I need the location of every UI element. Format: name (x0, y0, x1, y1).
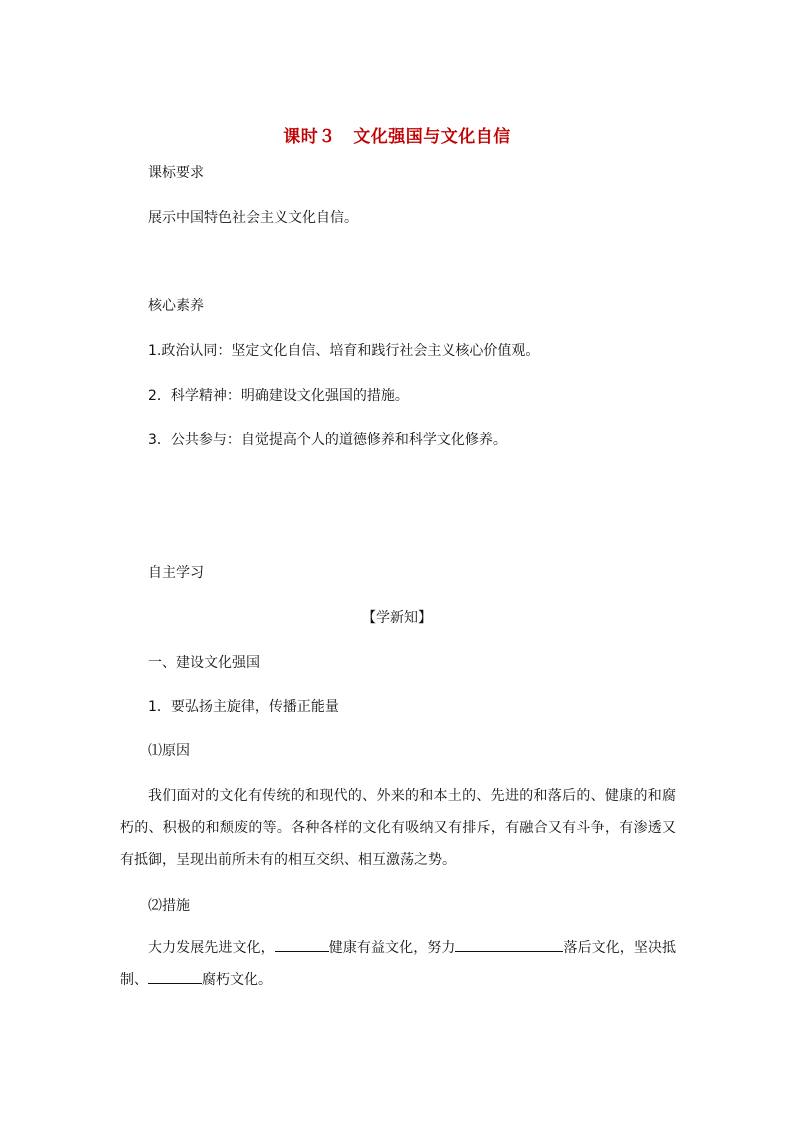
reason-paragraph: 我们面对的文化有传统的和现代的、外来的和本土的、先进的和落后的、健康的和腐朽的、积极的和颓废的等。各种各样的文化有吸纳又有排斥，有融合又有斗争，有渗透又有抵御，呈现出前所未有的相互交织、相互激荡之势。 (120, 788, 676, 868)
new-knowledge-heading: 【学新知】 (362, 610, 432, 626)
literacy-item-3: 3．公共参与：自觉提高个人的道德修养和科学文化修养。 (148, 432, 507, 448)
fill-blank-3[interactable] (148, 967, 202, 984)
measures-text-2: 健康有益文化，努力 (328, 940, 456, 956)
measures-text-4: 腐朽文化。 (202, 972, 272, 988)
measures-text-1: 大力发展先进文化， (148, 940, 275, 956)
lesson-title: 课时３ 文化强国与文化自信 (283, 127, 511, 147)
part-one-heading: 一、建设文化强国 (148, 655, 260, 671)
curriculum-heading: 课标要求 (148, 165, 204, 181)
measures-paragraph (120, 932, 676, 996)
fill-blank-2[interactable] (455, 935, 563, 952)
measures-text-3: 落后文化，坚决抵制、 (120, 940, 677, 988)
measures-heading: ⑵措施 (148, 898, 190, 914)
self-study-heading: 自主学习 (148, 565, 204, 581)
literacy-item-1: 1.政治认同：坚定文化自信、培育和践行社会主义核心价值观。 (148, 343, 540, 359)
fill-blank-1[interactable] (275, 935, 329, 952)
literacy-heading: 核心素养 (148, 298, 204, 314)
point-one-heading: 1．要弘扬主旋律，传播正能量 (148, 699, 339, 715)
literacy-item-2: 2．科学精神：明确建设文化强国的措施。 (148, 388, 409, 404)
curriculum-text: 展示中国特色社会主义文化自信。 (148, 210, 358, 226)
reason-heading: ⑴原因 (148, 743, 190, 759)
